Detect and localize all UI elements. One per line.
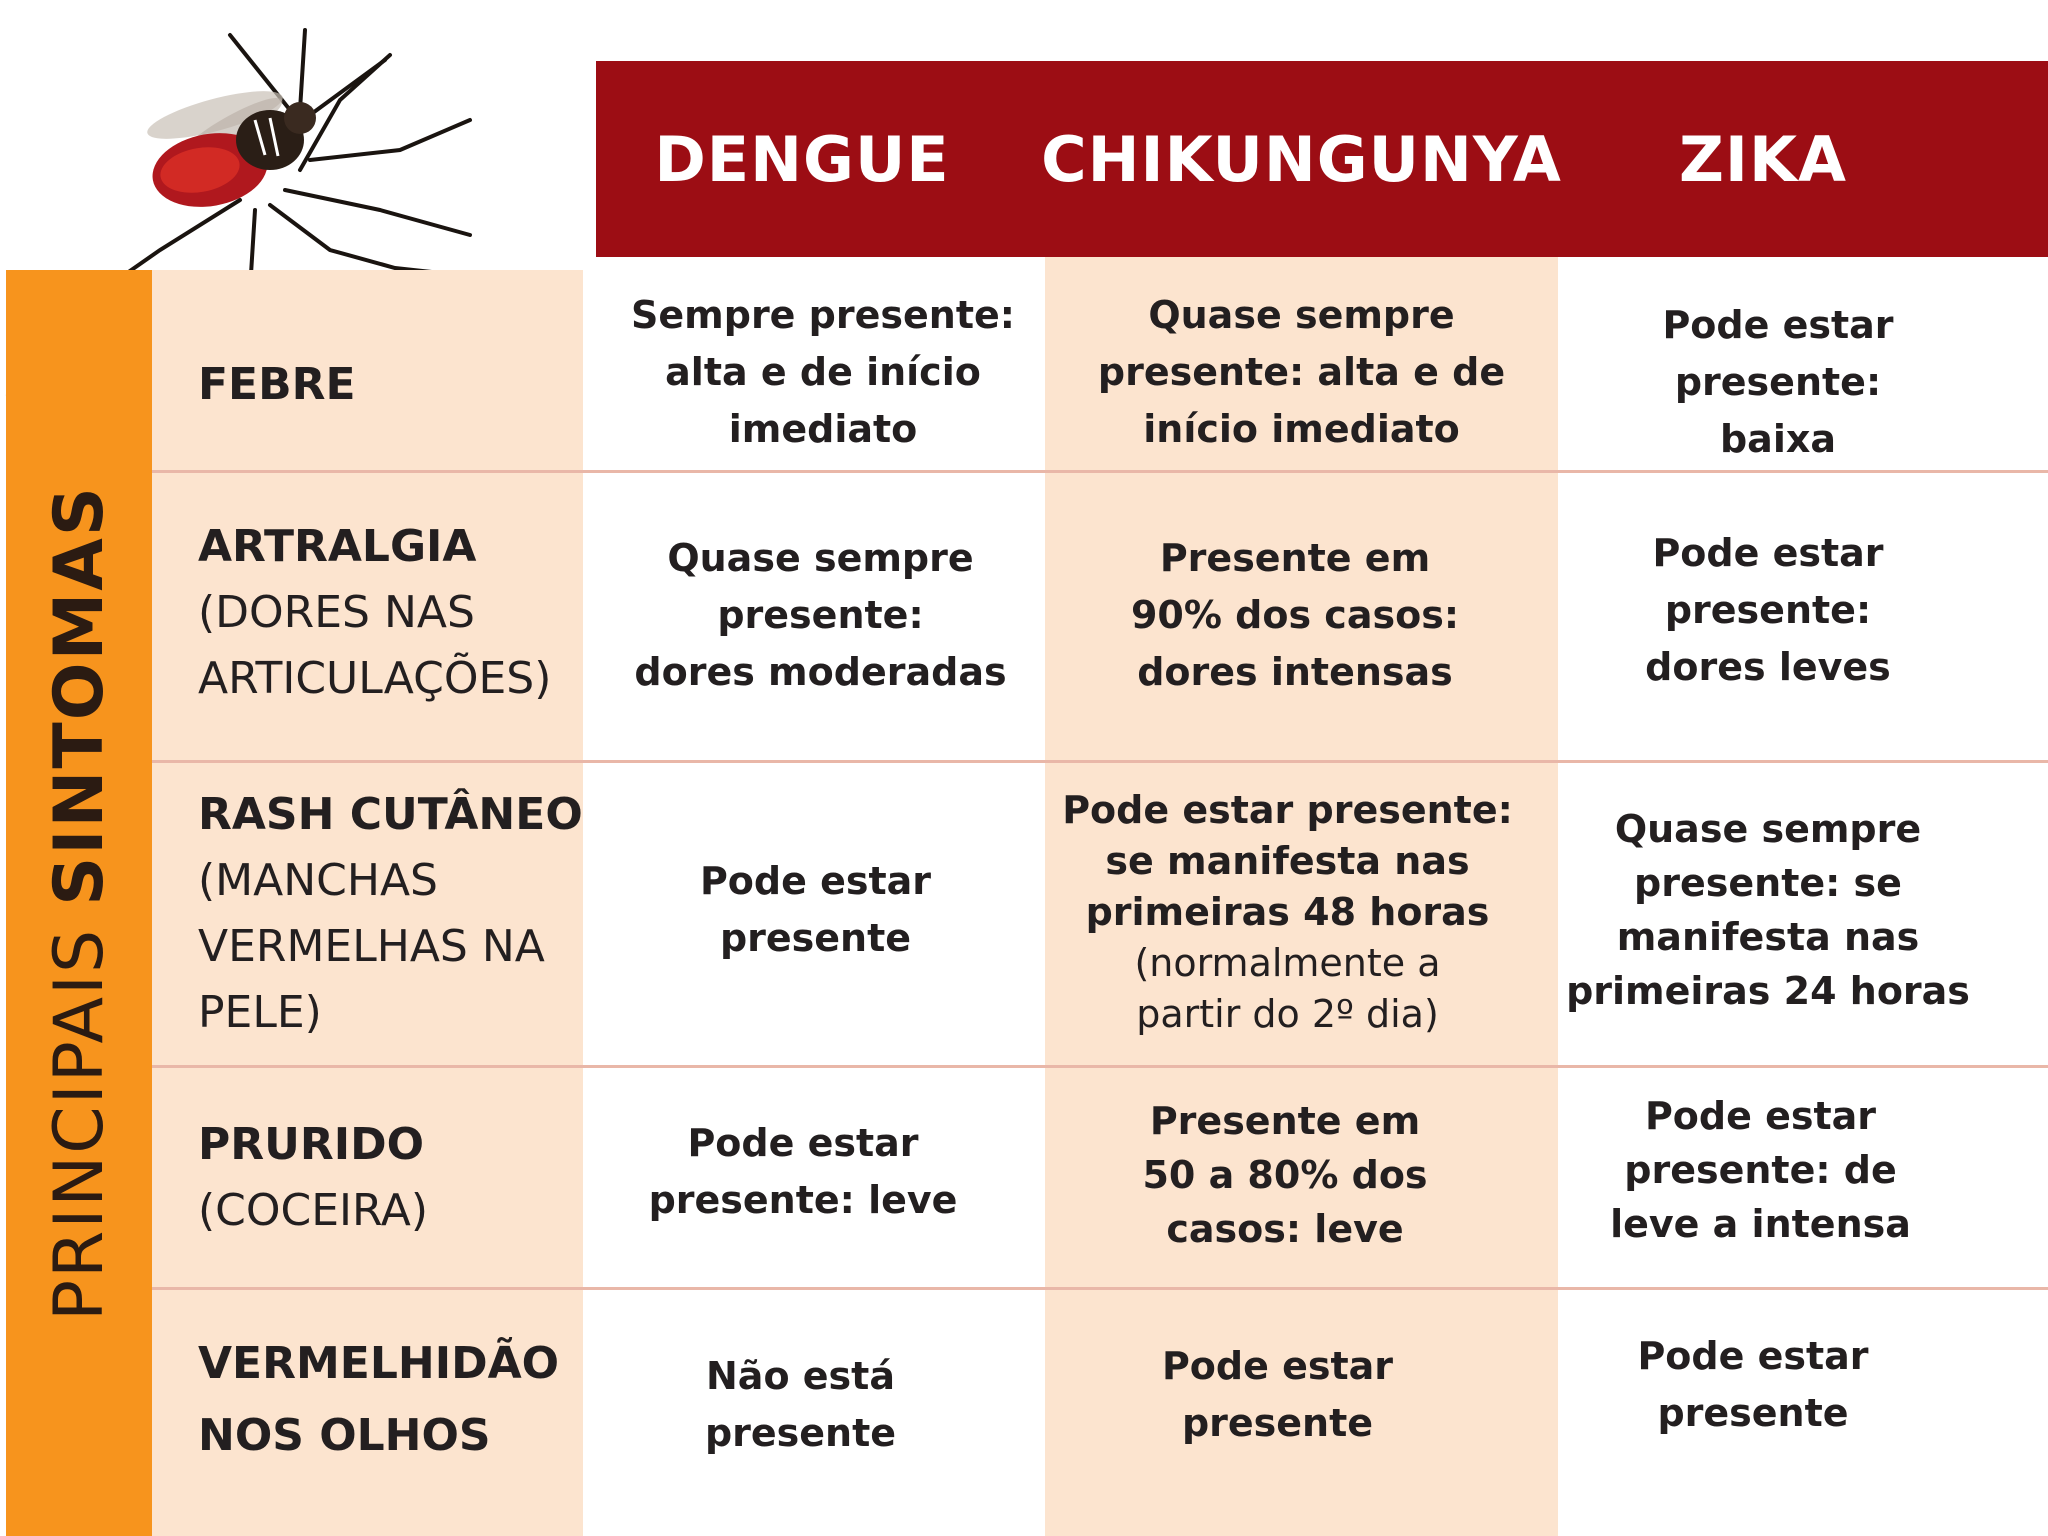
cell-artralgia-zika — [1558, 475, 1978, 745]
header-chikungunya: CHIKUNGUNYA — [1041, 122, 1562, 196]
cell-line: Pode estar — [1662, 302, 1894, 347]
cell-line: Pode estar presente: — [1062, 788, 1513, 832]
cell-febre-dengue — [583, 274, 1063, 470]
cell-line: Pode estar — [687, 1121, 919, 1165]
cell-line: Quase sempre — [667, 535, 974, 580]
symptom-rash — [198, 776, 588, 1052]
cell-note-line: partir do 2º dia) — [1136, 992, 1439, 1036]
side-title-thin: PRINCIPAIS — [39, 927, 119, 1321]
cell-prurido-zika — [1558, 1065, 1963, 1275]
cell-line: Presente em — [1149, 1099, 1421, 1143]
cell-line: manifesta nas — [1616, 915, 1920, 959]
symptom-label: ARTRALGIA — [198, 521, 477, 572]
cell-febre-zika — [1558, 284, 1998, 480]
cell-line: leve a intensa — [1610, 1202, 1911, 1246]
cell-line: Presente em — [1159, 535, 1431, 580]
symptom-artralgia — [198, 488, 588, 738]
cell-artralgia-dengue — [583, 480, 1058, 750]
cell-artralgia-chikungunya — [1045, 480, 1545, 750]
symptom-label: NOS OLHOS — [198, 1410, 491, 1461]
symptom-sub: (DORES NAS — [198, 587, 475, 638]
symptom-label: FEBRE — [198, 359, 356, 410]
cell-line: imediato — [728, 406, 918, 451]
cell-rash-chikungunya — [1045, 775, 1530, 1050]
cell-line: presente — [704, 1411, 897, 1455]
symptom-label: RASH CUTÂNEO — [198, 789, 583, 840]
symptom-label: PRURIDO — [198, 1119, 425, 1170]
symptom-sub: (COCEIRA) — [198, 1185, 429, 1236]
cell-rash-dengue — [583, 790, 1048, 1030]
symptom-febre — [198, 290, 588, 480]
cell-line: Sempre presente: — [631, 292, 1015, 337]
header-dengue: DENGUE — [654, 122, 950, 196]
cell-line: 90% dos casos: — [1130, 592, 1460, 637]
symptom-prurido — [198, 1088, 588, 1268]
cell-line: dores leves — [1645, 644, 1891, 689]
side-title — [29, 453, 129, 1353]
cell-note-line: (normalmente a — [1134, 941, 1441, 985]
symptom-vermelhidao — [198, 1320, 588, 1480]
symptom-sub: (MANCHAS — [198, 855, 438, 906]
cell-line: casos: leve — [1166, 1207, 1404, 1251]
cell-line: presente — [1181, 1401, 1374, 1445]
cell-line: presente: leve — [648, 1178, 958, 1222]
cell-line: presente — [1657, 1391, 1849, 1435]
cell-line: baixa — [1719, 416, 1837, 461]
cell-line: Quase sempre — [1148, 292, 1455, 337]
cell-line: presente: — [717, 592, 924, 637]
cell-line: Pode estar — [1652, 530, 1884, 575]
cell-vermelhidao-dengue — [583, 1325, 1018, 1485]
cell-febre-chikungunya — [1045, 274, 1558, 470]
row-separator — [152, 760, 2048, 763]
side-title-bold: SINTOMAS — [39, 485, 119, 906]
cell-line: Não está — [706, 1354, 895, 1398]
cell-line: presente: alta e de — [1097, 349, 1506, 394]
symptom-sub: PELE) — [198, 987, 322, 1038]
cell-line: alta e de início — [665, 349, 981, 394]
cell-line: início imediato — [1143, 406, 1460, 451]
cell-line: Pode estar — [1637, 1334, 1869, 1378]
cell-line: 50 a 80% dos — [1142, 1153, 1428, 1197]
cell-line: se manifesta nas — [1105, 839, 1470, 883]
cell-line: presente: — [1674, 359, 1882, 404]
cell-line: primeiras 48 horas — [1085, 890, 1490, 934]
cell-line: presente: de — [1624, 1148, 1897, 1192]
cell-prurido-chikungunya — [1045, 1070, 1525, 1280]
cell-line: dores intensas — [1137, 649, 1453, 694]
cell-vermelhidao-zika — [1558, 1305, 1948, 1465]
cell-line: Pode estar — [1644, 1094, 1877, 1138]
cell-line: presente: se — [1634, 861, 1902, 905]
cell-vermelhidao-chikungunya — [1045, 1315, 1510, 1475]
symptom-sub: ARTICULAÇÕES) — [198, 653, 552, 704]
symptom-label: VERMELHIDÃO — [198, 1338, 560, 1389]
row-separator — [152, 1287, 2048, 1290]
cell-line: Pode estar — [699, 859, 932, 903]
cell-line: Pode estar — [1161, 1344, 1394, 1388]
header-zika: ZIKA — [1678, 122, 1848, 196]
cell-line: presente: — [1664, 587, 1872, 632]
cell-line: primeiras 24 horas — [1566, 969, 1970, 1013]
cell-line: presente — [719, 916, 912, 960]
symptom-sub: VERMELHAS NA — [198, 921, 545, 972]
cell-line: Quase sempre — [1614, 807, 1922, 851]
cell-prurido-dengue — [583, 1082, 1023, 1262]
cell-rash-zika — [1558, 785, 1978, 1035]
cell-line: dores moderadas — [634, 649, 1007, 694]
